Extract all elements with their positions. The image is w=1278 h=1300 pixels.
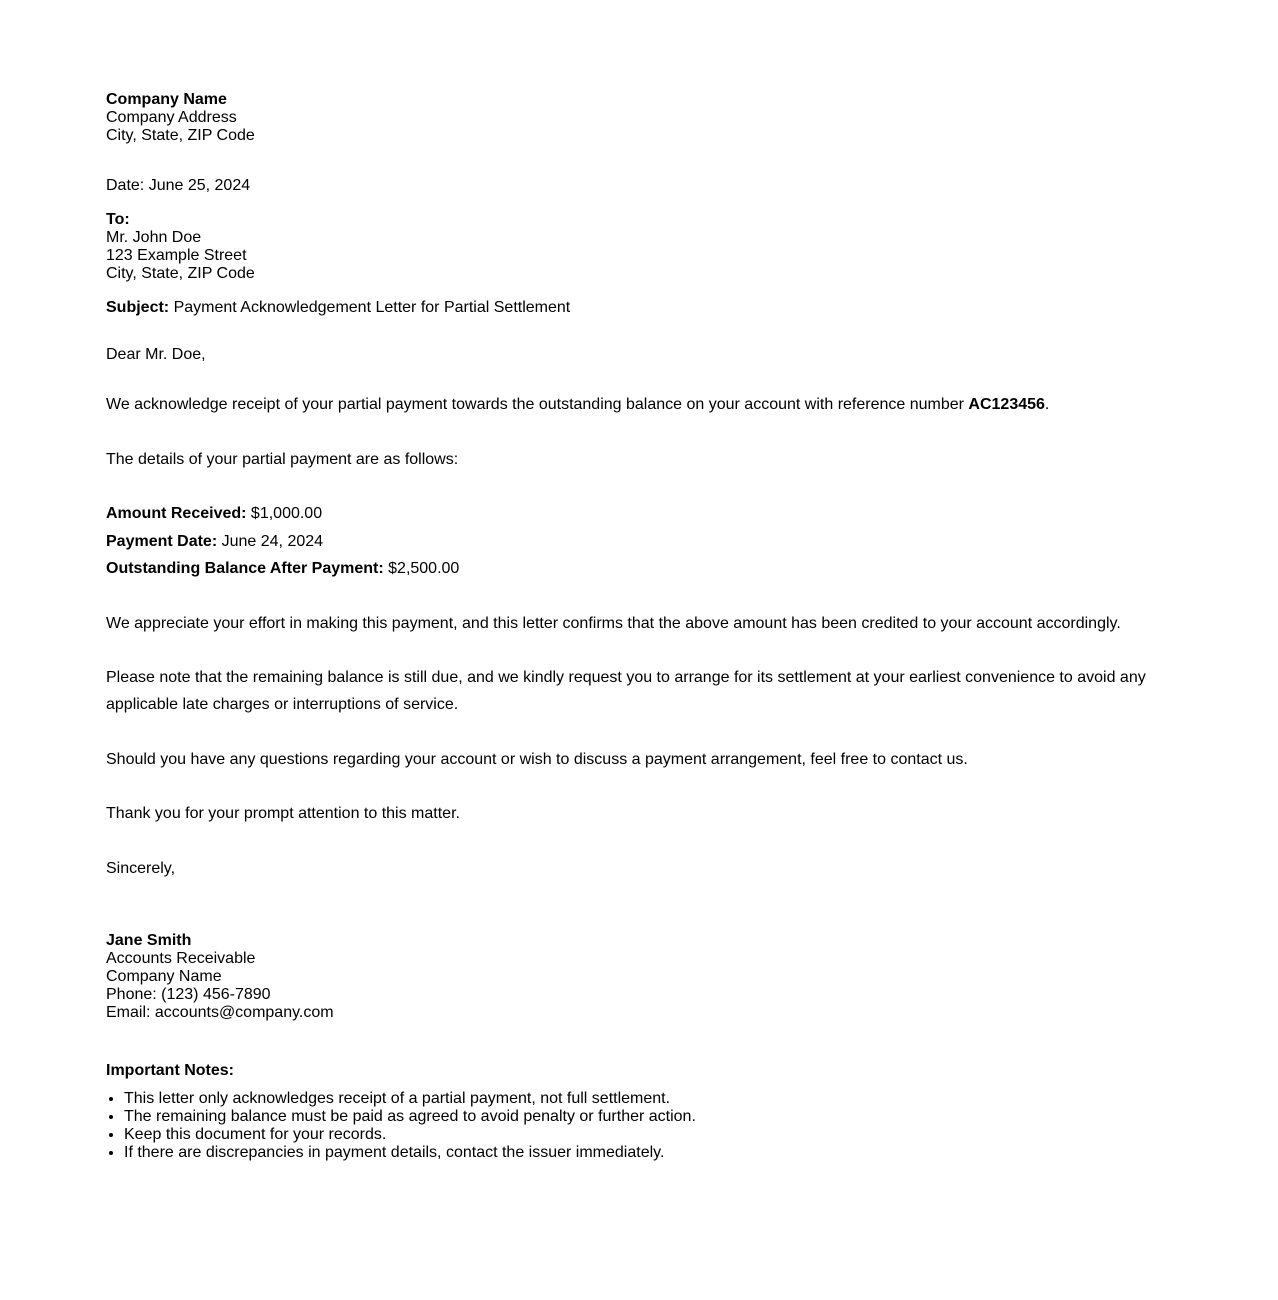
thanks-paragraph: Thank you for your prompt attention to this matter. [106,804,460,822]
notes-title: Important Notes: [106,1061,234,1079]
notes-list [106,1090,1166,1162]
receipt-text: We acknowledge receipt of your partial payment towards the outstanding balance on your account with reference number [106,396,969,413]
remaining-balance-paragraph: Please note that the remaining balance is still due, and we kindly request you to arrange for its settlement at your earliest convenience to avoid any applicable late charges or interruptions of service. [106,668,1146,713]
signature-phone: Phone: (123) 456-7890 [106,985,271,1003]
questions-paragraph: Should you have any questions regarding your account or wish to discuss a payment arrangement, feel free to contact us. [106,750,968,768]
detail-label: Outstanding Balance After Payment: [106,560,384,577]
reference-number: AC123456 [968,396,1045,413]
detail-value: $1,000.00 [250,505,323,522]
detail-outstanding-balance [106,555,1166,583]
list-item: • The remaining balance must be paid as agreed to avoid penalty or further action. [124,1108,1166,1126]
appreciation-paragraph: We appreciate your effort in making this payment, and this letter confirms that the above amount has been credited to your account accordingly. [106,614,1121,632]
date-value: June 25, 2024 [148,177,251,194]
signature-email: Email: accounts@company.com [106,1003,334,1021]
detail-value: June 24, 2024 [221,532,324,550]
letter-date [106,177,1166,195]
details-intro: The details of your partial payment are as follows: [106,451,459,468]
recipient-block [106,211,1166,283]
subject-value: Payment Acknowledgement Letter for Partial Settlement [173,299,571,316]
signature-department: Accounts Receivable [106,949,256,967]
detail-payment-date [106,528,1166,556]
date-label: Date: [106,177,145,194]
signature-company: Company Name [106,967,222,985]
list-item: • If there are discrepancies in payment details, contact the issuer immediately. [124,1144,1166,1162]
letter [106,91,1166,1162]
recipient-label: To: [106,211,130,228]
detail-value: $2,500.00 [388,560,460,577]
subject-label: Subject: [106,299,170,316]
detail-label: Payment Date: [106,532,218,550]
salutation: Dear Mr. Doe, [106,346,206,363]
recipient-name: Mr. John Doe [106,229,202,246]
sender-city-line: City, State, ZIP Code [106,127,255,144]
list-item: • Keep this document for your records. [124,1126,1166,1144]
receipt-end: . [1044,396,1050,413]
recipient-street: 123 Example Street [106,247,247,264]
payment-details [106,500,1166,583]
subject-line [106,299,1166,317]
detail-label: Amount Received: [106,505,247,522]
sender-address: Company Address [106,109,237,126]
receipt-paragraph [106,391,1166,418]
signature-block [106,932,1166,1022]
sender-block [106,91,1166,145]
sender-company-name: Company Name [106,91,227,108]
list-item: • This letter only acknowledges receipt of a partial payment, not full settlement. [124,1090,1166,1108]
closing: Sincerely, [106,859,176,877]
signature-name: Jane Smith [106,931,192,949]
detail-amount-received [106,500,1166,528]
recipient-city-line: City, State, ZIP Code [106,265,255,282]
